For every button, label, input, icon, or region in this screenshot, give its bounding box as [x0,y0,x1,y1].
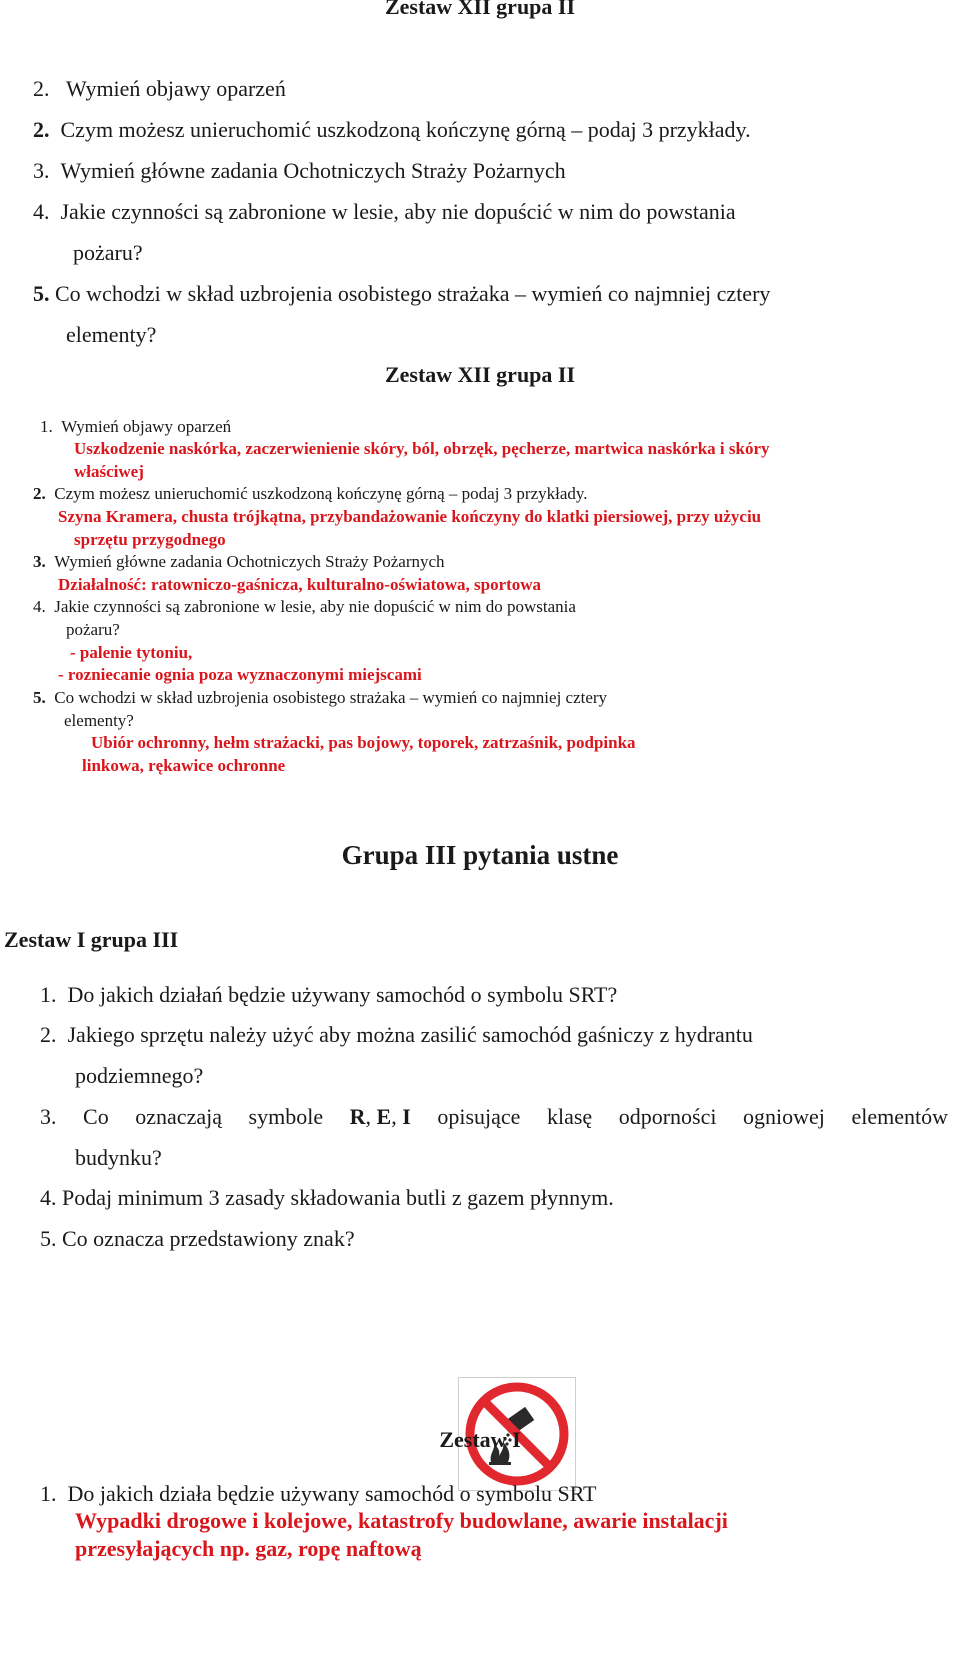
list-item [33,552,445,572]
answer-text: Uszkodzenie naskórka, zaczerwienienie skóry, ból, obrzęk, pęcherze, martwica naskórka i skóry [74,439,770,458]
answer-text: - palenie tytoniu, [70,643,193,662]
item-number: 3. [33,552,46,571]
item-continuation: podziemnego? [75,1063,204,1088]
item-word: oznaczają [135,1104,222,1129]
answer-text: przesyłających np. gaz, ropę naftową [75,1536,422,1561]
item-text: Co wchodzi w skład uzbrojenia osobistego strażaka – wymień co najmniej cztery [55,281,771,306]
question-text: Czym możesz unieruchomić uszkodzoną kończynę górną – podaj 3 przykłady. [54,484,588,503]
answer-text: sprzętu przygodnego [74,530,226,549]
list-item [33,199,736,225]
list-item [33,117,751,143]
item-text: Wymień główne zadania Ochotniczych Straży Pożarnych [60,158,566,183]
list-item [40,1104,948,1130]
item-number: 1. [40,417,53,436]
symbol-i: I [402,1104,411,1129]
question-continuation: elementy? [64,711,134,730]
answers-heading: Zestaw XII grupa II [384,362,576,387]
answer-text: Szyna Kramera, chusta trójkątna, przybandażowanie kończyny do klatki piersiowej, przy użyciu [58,507,762,526]
list-item [40,1185,614,1211]
item-number: 1. [40,982,57,1007]
item-number: 5. [33,281,50,306]
item-word: klasę [546,1104,593,1129]
question-continuation: pożaru? [66,620,120,639]
symbol-e: E [376,1104,392,1129]
list-item [33,281,770,307]
item-number: 5. [40,1226,57,1251]
item-number: 4. [33,199,50,224]
item-number: 2. [33,484,46,503]
answer-text: Wypadki drogowe i kolejowe, katastrofy budowlane, awarie instalacji [75,1508,728,1533]
question-text: Wymień objawy oparzeń [61,417,232,436]
symbol-r: R [349,1104,366,1129]
zestaw-heading: Zestaw I [439,1427,521,1452]
item-text: Do jakich działań będzie używany samochód o symbolu SRT? [67,982,618,1007]
question-text: Wymień główne zadania Ochotniczych Straży Pożarnych [54,552,445,571]
list-item [33,597,576,617]
item-number: 4. [33,597,46,616]
item-text: Co oznacza przedstawiony znak? [62,1226,355,1251]
item-text: Podaj minimum 3 zasady składowania butli z gazem płynnym. [62,1185,614,1210]
answer-text: Ubiór ochronny, hełm strażacki, pas bojowy, toporek, zatrzaśnik, podpinka [91,733,636,752]
list-item [40,1481,597,1507]
item-number: 3. [33,158,50,183]
item-text: Czym możesz unieruchomić uszkodzoną kończynę górną – podaj 3 przykłady. [60,117,751,142]
top-heading: Zestaw XII grupa II [384,0,576,19]
list-item [40,417,231,437]
item-continuation: budynku? [75,1145,162,1170]
item-word: Co [83,1104,109,1129]
item-text: Wymień objawy oparzeń [66,76,286,101]
item-number: 2. [33,76,50,101]
group-title: Grupa III pytania ustne [341,840,619,870]
list-item [33,76,286,102]
list-item [33,158,566,184]
item-number: 1. [40,1481,57,1506]
list-item [33,688,607,708]
set-heading: Zestaw I grupa III [4,927,179,952]
answer-text: właściwej [74,462,144,481]
item-word: opisujące [437,1104,521,1129]
question-text: Jakie czynności są zabronione w lesie, aby nie dopuścić w nim do powstania [54,597,576,616]
item-text: Jakiego sprzętu należy użyć aby można zasilić samochód gaśniczy z hydrantu [67,1022,753,1047]
answer-text: Działalność: ratowniczo-gaśnicza, kulturalno-oświatowa, sportowa [58,575,542,594]
item-number: 5. [33,688,46,707]
item-continuation: elementy? [66,322,157,347]
item-word: symbole [248,1104,324,1129]
list-item [40,982,617,1008]
item-number: 4. [40,1185,57,1210]
symbols: R, E, I [349,1104,411,1129]
item-number: 2. [33,117,50,142]
answer-text: linkowa, rękawice ochronne [82,756,286,775]
list-item [33,484,588,504]
answer-text: - rozniecanie ognia poza wyznaczonymi miejscami [58,665,422,684]
item-word: odporności [618,1104,717,1129]
list-item [40,1226,355,1252]
item-text: Do jakich działa będzie używany samochód o symbolu SRT [67,1481,597,1506]
item-number: 3. [40,1104,57,1129]
item-word: elementów [851,1104,948,1129]
question-text: Co wchodzi w skład uzbrojenia osobistego strażaka – wymień co najmniej cztery [54,688,608,707]
item-number: 2. [40,1022,57,1047]
item-continuation: pożaru? [73,240,143,265]
item-text: Jakie czynności są zabronione w lesie, aby nie dopuścić w nim do powstania [60,199,736,224]
item-word: ogniowej [743,1104,825,1129]
list-item [40,1022,753,1048]
